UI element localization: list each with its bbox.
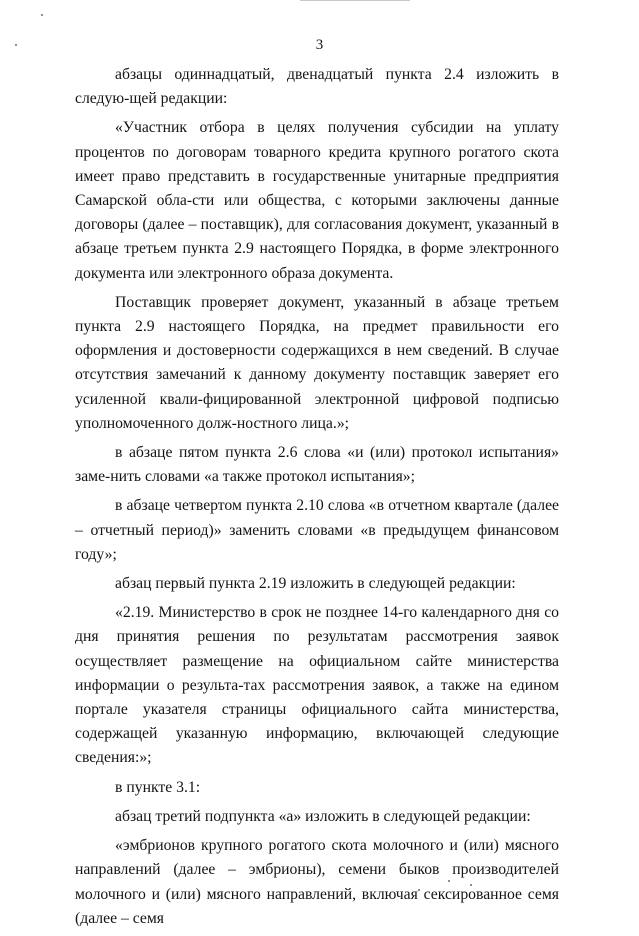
- page-number: 3: [315, 37, 324, 53]
- paragraph: абзац третий подпункта «а» изложить в следующей редакции:: [115, 807, 531, 825]
- paragraph: в абзаце четвертом пункта 2.10 слова «в отчетном квартале (далее – отчетный период)» заменить словами «в предыдущем финансовом году»;: [75, 497, 559, 563]
- paragraph: Поставщик проверяет документ, указанный в абзаце третьем пункта 2.9 настоящего Порядка, на предмет правильности его оформления и достоверности содержащихся в нем сведений. В случае отсутствия замечаний к данному документу поставщик заверяет его усиленной квали-фицированной электронной цифровой подписью уполномоченного долж-ностного лица.»;: [75, 293, 559, 432]
- paragraph: абзацы одиннадцатый, двенадцатый пункта 2.4 изложить в следую-щей редакции:: [75, 66, 559, 108]
- document-body: [75, 63, 559, 936]
- paragraph: в пункте 3.1:: [115, 778, 201, 796]
- scan-speck: [41, 14, 43, 16]
- page-top-edge-line: [300, 0, 410, 1]
- paragraph: «Участник отбора в целях получения субсидии на уплату процентов по договорам товарного кредита крупного рогатого скота имеет право представить в государственные унитарные предприятия Самарской обла-сти или общества, с которыми заключены данные договоры (далее – поставщик), для согласования документ, указанный в абзаце третьем пункта 2.9 настоящего Порядка, в форме электронного документа или электронного образа документа.: [75, 119, 559, 282]
- paragraph: «эмбрионов крупного рогатого скота молочного и (или) мясного направлений (далее – эмбрионы), семени быков производителей молочного и (или) мясного направлений, включая сексированное семя (далее – семя: [75, 837, 559, 927]
- paragraph: абзац первый пункта 2.19 изложить в следующей редакции:: [115, 575, 516, 593]
- paragraph: «2.19. Министерство в срок не позднее 14-го календарного дня со дня принятия решения по результатам рассмотрения заявок осуществляет размещение на официальном сайте министерства информации о результа-тах рассмотрения заявок, а также на едином портале указателя страницы официального сайта министерства, содержащей указанную информацию, включающей следующие сведения:»;: [75, 604, 559, 767]
- paragraph: в абзаце пятом пункта 2.6 слова «и (или) протокол испытания» заме-нить словами «а также протокол испытания»;: [75, 444, 559, 486]
